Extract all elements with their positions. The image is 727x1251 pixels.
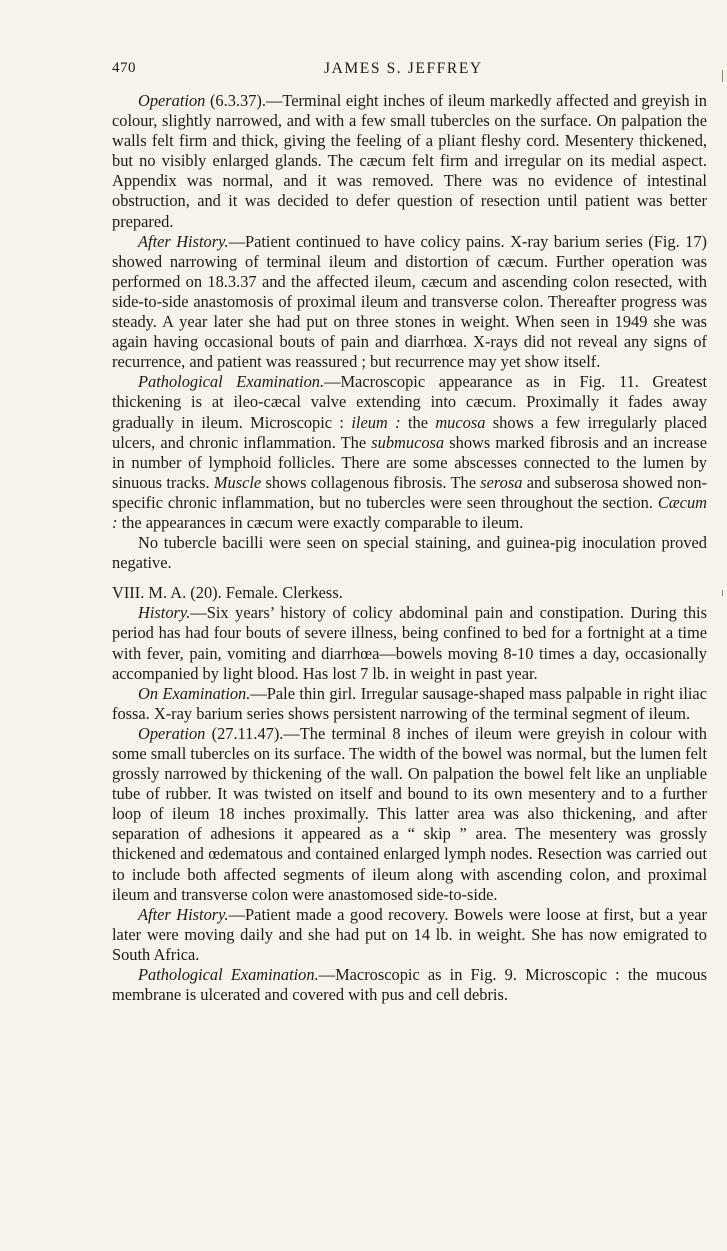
page-edge-mark: [722, 70, 723, 82]
case-viii-operation-paragraph: [112, 724, 707, 905]
pathological-text: the: [400, 412, 436, 432]
examination-text: —Pale thin girl. Irregular sausage-shaped mass palpable in right iliac fossa. X-ray barium series shows persistent narrowing of the terminal segment of ileum.: [112, 683, 707, 723]
pathological-text: —Macroscopic as in Fig. 9. Microscopic : the mucous membrane is ulcerated and covered with pus and cell debris.: [112, 965, 707, 1005]
history-label: History.: [138, 603, 191, 623]
case-vii-after-history-paragraph: [112, 232, 707, 373]
pathological-text: —Macroscopic appearance as in Fig. 11. Greatest thickening is at ileo-cæcal valve extending into cæcum. Proximally it fades away gradually in ileum. Microscopic :: [112, 372, 707, 432]
pathological-text: and subserosa showed non-specific chronic inflammation, but no tubercles were seen throughout the section.: [112, 472, 707, 512]
serosa-label: serosa: [480, 472, 523, 492]
operation-label: Operation: [138, 91, 206, 110]
case-vii-bacilli-paragraph: No tubercle bacilli were seen on special staining, and guinea-pig inoculation proved negative.: [112, 533, 707, 573]
case-viii-heading: VIII. M. A. (20). Female. Clerkess.: [112, 583, 343, 603]
after-history-label: After History.: [138, 231, 229, 251]
body-text: [112, 91, 707, 1005]
operation-text: (27.11.47).—The terminal 8 inches of ileum were greyish in colour with some small tubercles on its surface. The width of the bowel was normal, but the lumen felt grossly narrowed by thickening of the wall. On palpation the bowel felt like an unpliable tube of rubber. It was twisted on itself and bound to its own mesentery and to a further loop of ileum 18 inches proximally. This latter area was also thickening, and after separation of adhesions it appeared as a “ skip ” area. The mesentery was grossly thickened and œdematous and contained enlarged lymph nodes. Resection was carried out to include both affected segments of ileum along with ascending colon, and proximal ileum and transverse colon were anastomosed side-to-side.: [112, 723, 707, 904]
ileum-label: ileum :: [351, 412, 401, 432]
operation-text: (6.3.37).—Terminal eight inches of ileum markedly affected and greyish in colour, slightly narrowed, and with a few small tubercles on the surface. On palpation the walls felt firm and thick, giving the feeling of a pliant fleshy cord. Mesentery thickened, but no visibly enlarged glands. The cæcum felt firm and irregular on its medial aspect. Appendix was normal, and it was removed. There was no evidence of intestinal obstruction, and it was decided to defer question of resection until patient was better prepared.: [112, 91, 707, 231]
pathological-text: the appearances in cæcum were exactly comparable to ileum.: [117, 512, 524, 532]
case-vii-pathological-paragraph: [112, 372, 707, 533]
caecum-label: Cæcum :: [112, 492, 707, 532]
case-viii-after-history-paragraph: [112, 905, 707, 965]
mucosa-label: mucosa: [435, 412, 486, 432]
case-vii-operation-paragraph: [112, 91, 707, 232]
submucosa-label: submucosa: [371, 432, 445, 452]
after-history-text: —Patient made a good recovery. Bowels were loose at first, but a year later were moving daily and she had put on 14 lb. in weight. She has now emigrated to South Africa.: [112, 904, 707, 964]
operation-label: Operation: [138, 723, 206, 743]
pathological-text: shows marked fibrosis and an increase in number of lymphoid follicles. There are some abscesses connected to the lumen by sinuous tracks.: [112, 432, 707, 492]
muscle-label: Muscle: [213, 472, 262, 492]
case-viii-history-paragraph: [112, 603, 707, 683]
running-head: JAMES S. JEFFREY: [324, 60, 483, 77]
case-viii-pathological-paragraph: [112, 965, 707, 1005]
case-viii-examination-paragraph: [112, 684, 707, 724]
pathological-text: shows collagenous fibrosis. The: [261, 472, 481, 492]
pathological-label: Pathological Examination.: [138, 965, 319, 985]
page-header: [112, 60, 712, 84]
pathological-text: shows a few irregularly placed ulcers, and chronic inflammation. The: [112, 412, 707, 452]
examination-label: On Examination.: [138, 683, 251, 703]
after-history-label: After History.: [138, 904, 229, 924]
page-number: 470: [112, 60, 136, 76]
pathological-label: Pathological Examination.: [138, 372, 325, 392]
after-history-text: —Patient continued to have colicy pains. X-ray barium series (Fig. 17) showed narrowing of terminal ileum and distortion of cæcum. Further operation was performed on 18.3.37 and the affected ileum, cæcum and ascending colon resected, with side-to-side anastomosis of proximal ileum and transverse colon. Thereafter progress was steady. A year later she had put on three stones in weight. When seen in 1949 she was again having occasional bouts of pain and diarrhœa. X-rays did not reveal any signs of recurrence, and patient was reassured ; but recurrence may yet show itself.: [112, 231, 707, 372]
history-text: —Six years’ history of colicy abdominal pain and constipation. During this period has had four bouts of severe illness, being confined to bed for a fortnight at a time with fever, pain, vomiting and diarrhœa—bowels moving 8-10 times a day, occasionally accompanied by light blood. Has lost 7 lb. in weight in past year.: [112, 603, 707, 683]
page-edge-mark: [722, 590, 723, 596]
